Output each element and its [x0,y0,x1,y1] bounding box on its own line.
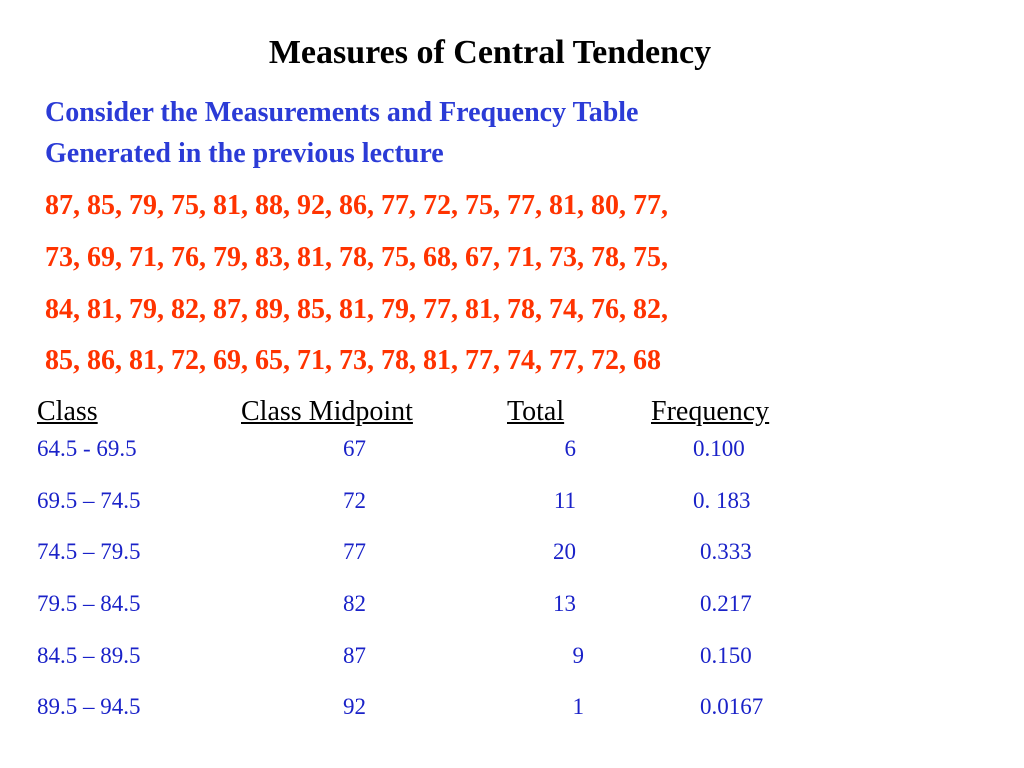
cell-frequency: 0. 183 [693,488,751,513]
cell-class: 69.5 – 74.5 [37,488,141,513]
cell-frequency: 0.0167 [700,694,764,719]
cell-frequency: 0.333 [700,539,752,564]
cell-frequency: 0.217 [700,591,752,616]
cell-class: 74.5 – 79.5 [37,539,141,564]
cell-midpoint: 92 [343,694,366,719]
cell-total: 20 [553,539,576,564]
cell-total: 6 [564,436,576,461]
cell-total: 11 [553,488,576,513]
cell-total: 9 [572,643,584,668]
cell-total: 13 [553,591,576,616]
cell-class: 79.5 – 84.5 [37,591,141,616]
cell-class: 84.5 – 89.5 [37,643,141,668]
header-class: Class [37,396,98,427]
cell-frequency: 0.100 [693,436,745,461]
cell-midpoint: 72 [343,488,366,513]
page-title: Measures of Central Tendency [268,34,712,71]
cell-class: 89.5 – 94.5 [37,694,141,719]
cell-midpoint: 67 [343,436,366,461]
cell-total: 1 [572,694,584,719]
intro-line-1: Consider the Measurements and Frequency Table [45,97,639,128]
measurements-line-2: 73, 69, 71, 76, 79, 83, 81, 78, 75, 68, 67, 71, 73, 78, 75, [45,242,668,273]
intro-line-2: Generated in the previous lecture [45,138,444,169]
measurements-line-1: 87, 85, 79, 75, 81, 88, 92, 86, 77, 72, 75, 77, 81, 80, 77, [45,190,668,221]
cell-frequency: 0.150 [700,643,752,668]
measurements-line-3: 84, 81, 79, 82, 87, 89, 85, 81, 79, 77, 81, 78, 74, 76, 82, [45,294,668,325]
header-class-midpoint: Class Midpoint [241,396,413,427]
measurements-line-4: 85, 86, 81, 72, 69, 65, 71, 73, 78, 81, 77, 74, 77, 72, 68 [45,345,661,376]
cell-midpoint: 87 [343,643,366,668]
header-frequency: Frequency [651,396,770,427]
cell-class: 64.5 - 69.5 [37,436,137,461]
header-total: Total [507,396,565,427]
cell-midpoint: 77 [343,539,366,564]
cell-midpoint: 82 [343,591,366,616]
